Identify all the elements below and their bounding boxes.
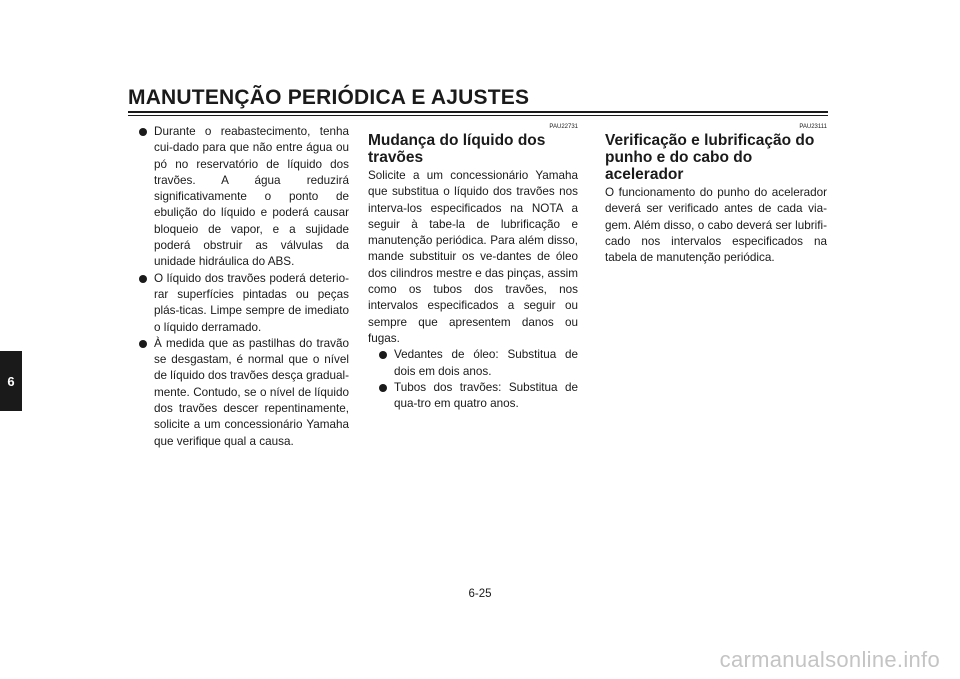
section-title-brake-fluid-change: Mudança do líquido dos travões bbox=[368, 132, 546, 166]
column-2 bbox=[368, 124, 578, 412]
section-code: PAU23111 bbox=[799, 124, 827, 130]
brake-fluid-notes-list bbox=[139, 124, 349, 450]
list-item: Durante o reabastecimento, tenha cui-dado para que não entre água ou pó no reservatório de líquido dos travões. A água reduzirá significativamente o ponto de ebulição do líquido e poderá causar bloqueio de vapor, e a sujidade poderá obstruir as válvulas da unidade hidráulica do ABS. bbox=[139, 124, 349, 271]
watermark: carmanualsonline.info bbox=[719, 647, 940, 672]
chapter-tab: 6 bbox=[0, 351, 22, 411]
list-item: Tubos dos travões: Substitua de qua-tro em quatro anos. bbox=[379, 380, 578, 413]
header-rule-thick bbox=[128, 111, 828, 113]
column-1 bbox=[139, 124, 349, 450]
section-body: O funcionamento do punho do acelerador deverá ser verificado antes de cada via-gem. Além disso, o cabo deverá ser lubrifi-cado nos intervalos especificados na tabela de manutenção periódica. bbox=[605, 186, 827, 265]
list-item: Vedantes de óleo: Substitua de dois em dois anos. bbox=[379, 347, 578, 380]
replacement-intervals-list bbox=[368, 347, 578, 412]
section-body: Solicite a um concessionário Yamaha que substitua o líquido dos travões nos interva-los especificados na NOTA a seguir à tabe-la de lubrificação e manutenção periódica. Para além disso, mande substituir os ve-dantes de óleo dos cilindros mestre e das pinças, assim como os tubos dos travões, nos intervalos especificados a seguir ou sempre que apresentem danos ou fugas. bbox=[368, 169, 578, 345]
list-item: À medida que as pastilhas do travão se desgastam, é normal que o nível de líquido dos travões desça gradual-mente. Contudo, se o nível de líquido dos travões descer repentinamente, solicite a um concessionário Yamaha que verifique qual a causa. bbox=[139, 336, 349, 450]
section-title-throttle-grip: Verificação e lubrificação do punho e do cabo do acelerador bbox=[605, 132, 815, 183]
section-code: PAU22731 bbox=[549, 124, 578, 130]
page-number: 6-25 bbox=[468, 588, 492, 600]
list-item: O líquido dos travões poderá deterio-rar superfícies pintadas ou peças plás-ticas. Limpe sempre de imediato o líquido derramado. bbox=[139, 271, 349, 336]
page-header-title: MANUTENÇÃO PERIÓDICA E AJUSTES bbox=[128, 86, 530, 109]
header-rule-thin bbox=[128, 115, 828, 116]
column-3 bbox=[605, 124, 827, 266]
